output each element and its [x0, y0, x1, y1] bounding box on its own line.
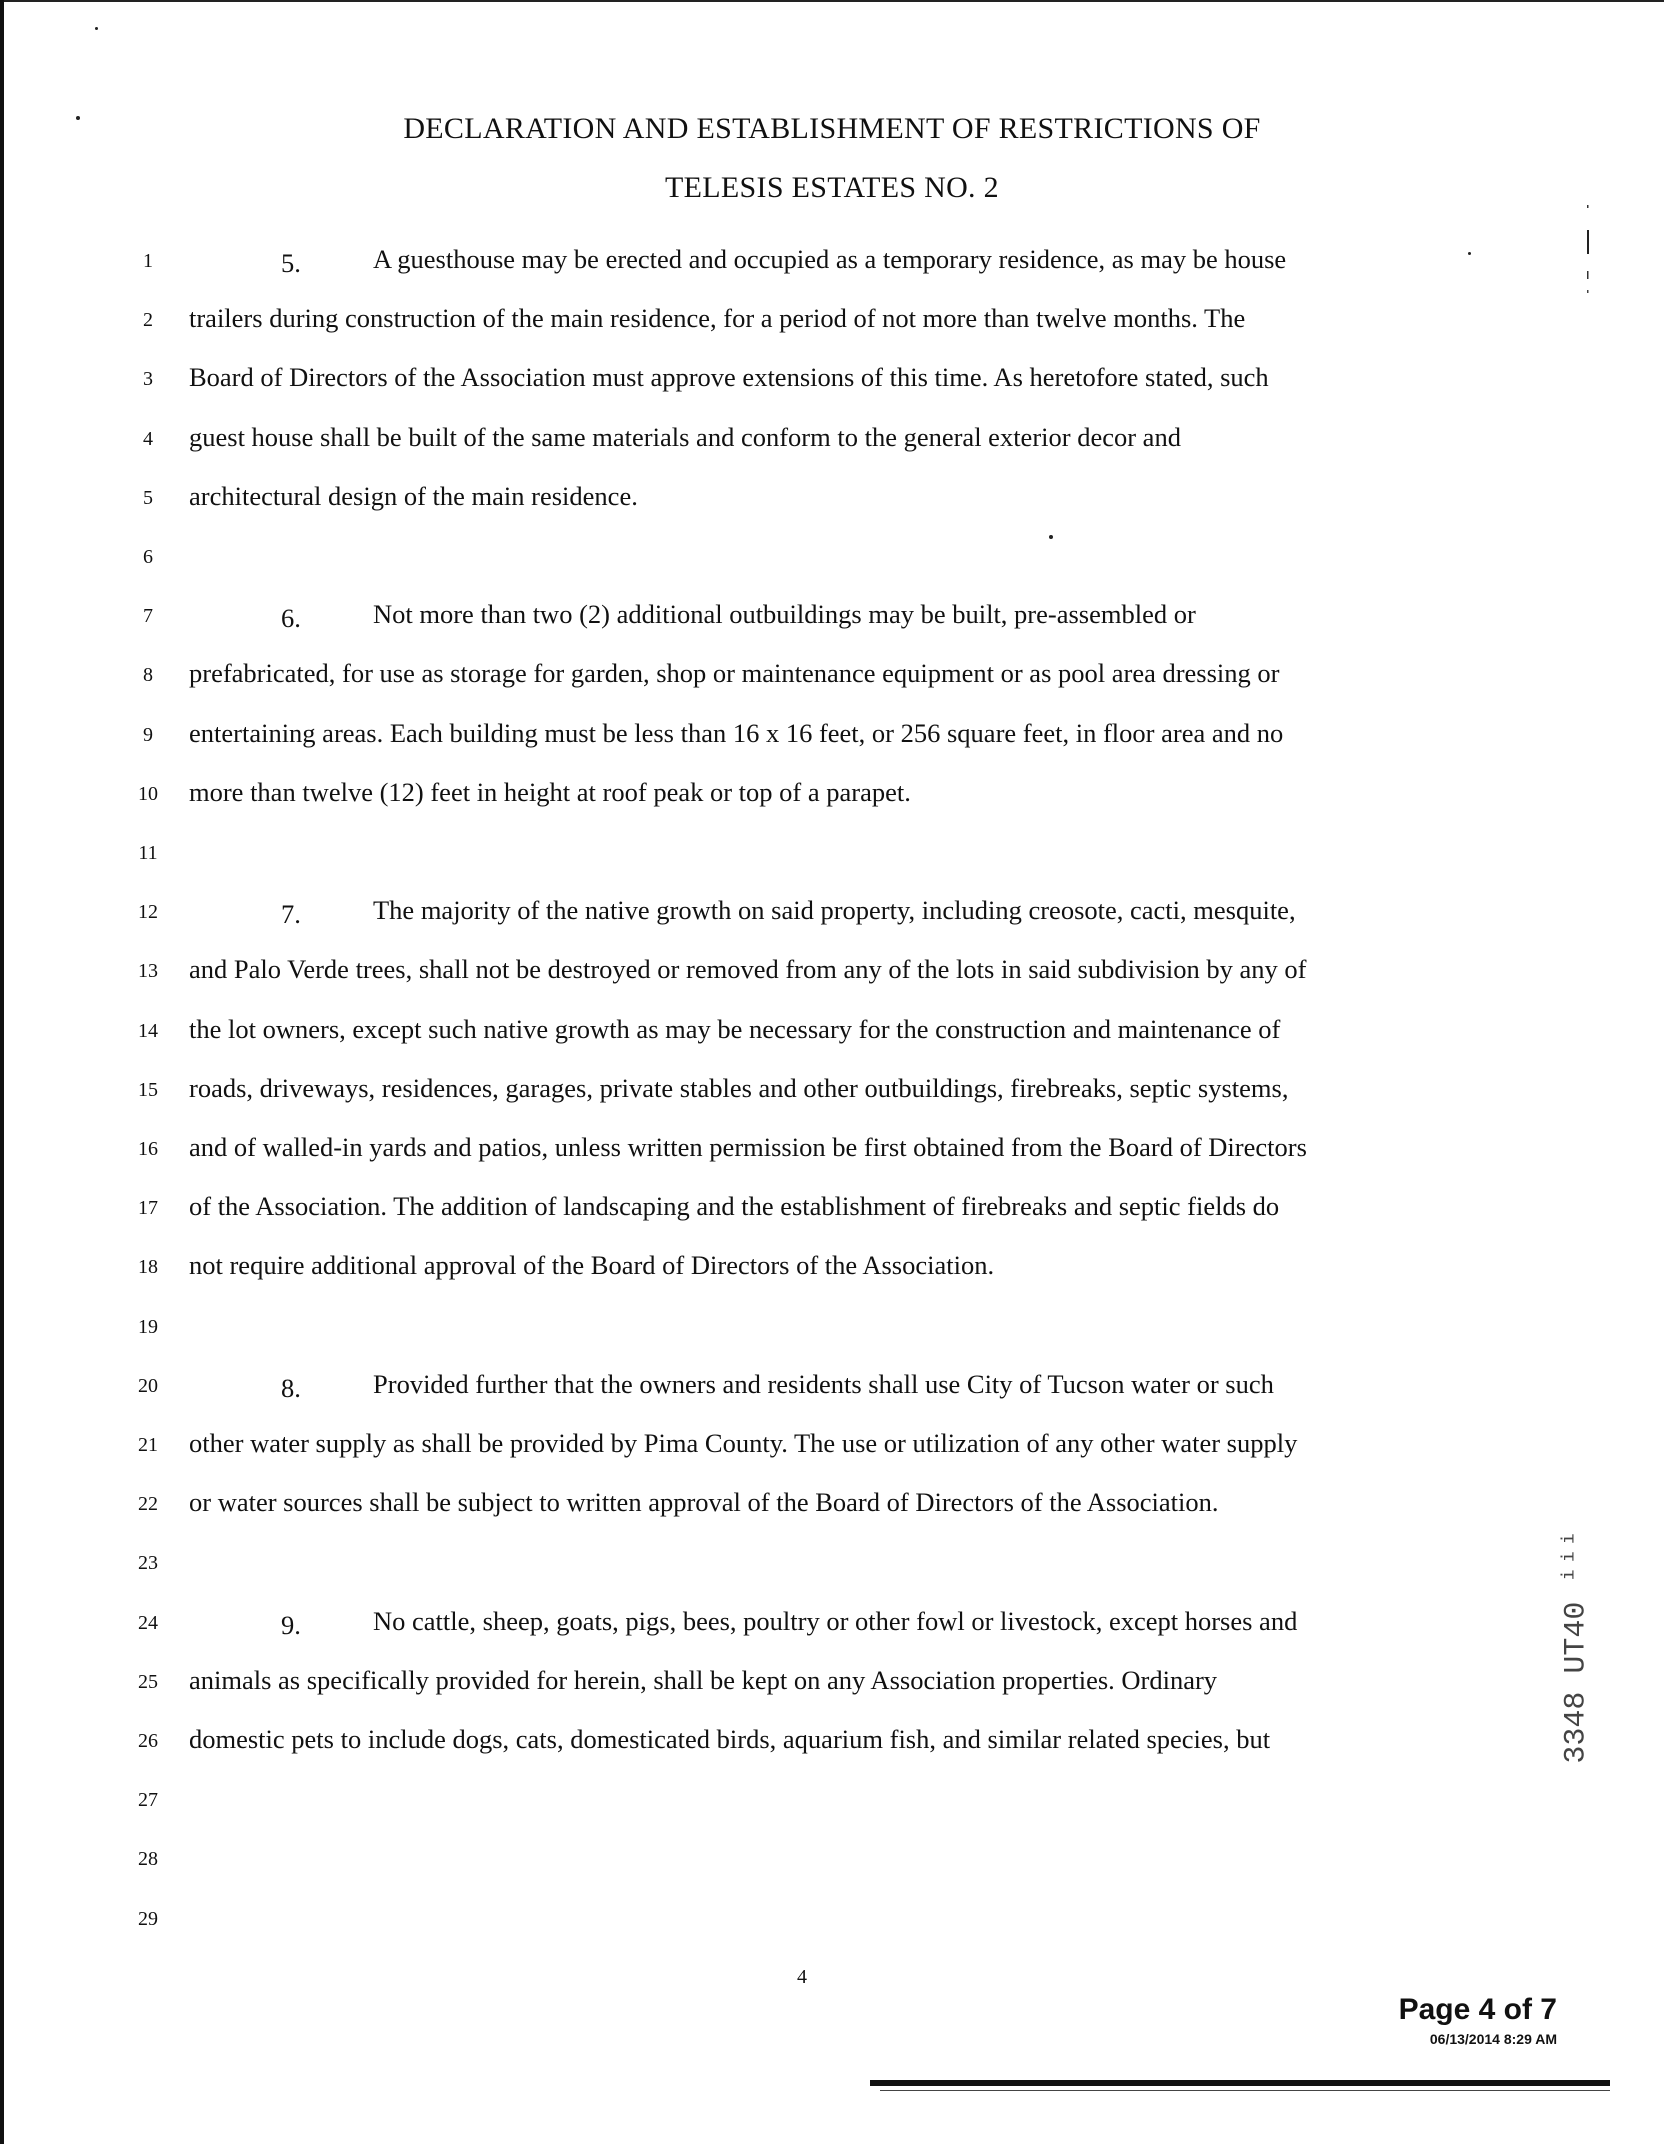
paragraph-text-line: The majority of the native growth on said property, including creosote, cacti, mesquite, [373, 895, 1296, 926]
bottom-rule-thin [880, 2090, 1610, 2091]
recorder-timestamp: 06/13/2014 8:29 AM [1429, 2031, 1557, 2047]
paragraph-text-line: and of walled-in yards and patios, unless written permission be first obtained from the Board of Directors [189, 1132, 1307, 1162]
line-number: 11 [138, 842, 158, 864]
scan-speck [1049, 535, 1053, 539]
line-number: 2 [143, 309, 153, 332]
margin-marks [1585, 205, 1591, 295]
page-number: 4 [797, 1966, 807, 1988]
line-number: 22 [138, 1493, 158, 1516]
document-title-line-1: DECLARATION AND ESTABLISHMENT OF RESTRICTIONS OF [403, 112, 1261, 145]
line-number: 5 [143, 486, 153, 509]
paragraph-text-line: or water sources shall be subject to written approval of the Board of Directors of the Association. [189, 1487, 1219, 1518]
line-number: 7 [143, 605, 153, 628]
paragraph-text-line: Board of Directors of the Association must approve extensions of this time. As heretofore stated, such [189, 362, 1269, 393]
recorder-page-label: Page 4 of 7 [1398, 1993, 1557, 2026]
line-number: 13 [138, 960, 158, 983]
line-number: 17 [138, 1197, 158, 1220]
recorder-docket-stamp [1555, 1488, 1595, 1798]
paragraph-text-line: not require additional approval of the Board of Directors of the Association. [189, 1250, 995, 1281]
paragraph-text-line: roads, driveways, residences, garages, private stables and other outbuildings, firebreaks, septic systems, [189, 1072, 1289, 1103]
line-number: 10 [138, 782, 158, 805]
line-number: 14 [138, 1019, 158, 1042]
paragraph-number: 8. [281, 1372, 301, 1403]
line-number: 23 [138, 1552, 158, 1575]
line-number: 27 [138, 1789, 158, 1812]
paragraph-text-line: of the Association. The addition of landscaping and the establishment of firebreaks and septic fields do [189, 1191, 1280, 1222]
paragraph-text-line: trailers during construction of the main residence, for a period of not more than twelve months. The [189, 303, 1246, 334]
line-number: 29 [138, 1907, 158, 1930]
line-number: 15 [138, 1078, 158, 1101]
paragraph-number: 7. [281, 899, 301, 930]
paragraph-text-line: entertaining areas. Each building must be less than 16 x 16 feet, or 256 square feet, in floor area and no [189, 717, 1284, 748]
paragraph-text-line: other water supply as shall be provided by Pima County. The use or utilization of any other water supply [189, 1428, 1298, 1458]
line-number: 26 [138, 1730, 158, 1752]
line-number: 20 [138, 1374, 158, 1397]
paragraph-text-line: animals as specifically provided for herein, shall be kept on any Association properties. Ordinary [189, 1664, 1218, 1695]
paragraph-number: 5. [281, 248, 301, 278]
line-number: 25 [138, 1670, 158, 1693]
scan-top-edge [0, 0, 1664, 2]
line-number: 28 [138, 1848, 158, 1871]
line-number: 12 [138, 901, 158, 924]
paragraph-text-line: A guesthouse may be erected and occupied as a temporary residence, as may be house [373, 244, 1287, 274]
line-number: 4 [143, 427, 153, 450]
line-number: 21 [138, 1434, 158, 1456]
line-number: 18 [138, 1256, 158, 1279]
paragraph-text-line: guest house shall be built of the same materials and conform to the general exterior decor and [189, 421, 1181, 452]
line-number: 16 [138, 1138, 158, 1160]
paragraph-text-line: architectural design of the main residence. [189, 480, 638, 511]
paragraph-text-line: more than twelve (12) feet in height at roof peak or top of a parapet. [189, 776, 911, 807]
line-number: 9 [143, 723, 153, 746]
paragraph-text-line: and Palo Verde trees, shall not be destroyed or removed from any of the lots in said subdivision by any of [189, 954, 1307, 985]
document-title-line-2: TELESIS ESTATES NO. 2 [665, 171, 999, 204]
paragraph-text-line: Not more than two (2) additional outbuildings may be built, pre-assembled or [373, 599, 1196, 630]
line-number: 19 [138, 1315, 158, 1338]
paragraph-text-line: prefabricated, for use as storage for garden, shop or maintenance equipment or as pool area dressing or [189, 658, 1280, 689]
paragraph-text-line: No cattle, sheep, goats, pigs, bees, poultry or other fowl or livestock, except horses and [373, 1605, 1298, 1636]
paragraph-number: 9. [281, 1609, 301, 1640]
paragraph-text-line: Provided further that the owners and residents shall use City of Tucson water or such [373, 1368, 1274, 1399]
paragraph-text-line: domestic pets to include dogs, cats, domesticated birds, aquarium fish, and similar related species, but [189, 1724, 1271, 1754]
paragraph-text-line: the lot owners, except such native growth as may be necessary for the construction and maintenance of [189, 1013, 1281, 1044]
line-number: 3 [143, 368, 153, 391]
line-number: 8 [143, 664, 153, 687]
scan-speck [1468, 252, 1471, 255]
bottom-rule [870, 2080, 1610, 2086]
line-number: 6 [143, 546, 153, 568]
docket-code: 3348 UT40 ⁱⁱⁱ [1559, 1529, 1594, 1764]
paragraph-number: 6. [281, 603, 301, 634]
scan-left-edge [0, 0, 4, 2144]
line-number: 24 [138, 1611, 158, 1634]
scan-speck [95, 27, 98, 30]
line-number: 1 [143, 250, 153, 272]
